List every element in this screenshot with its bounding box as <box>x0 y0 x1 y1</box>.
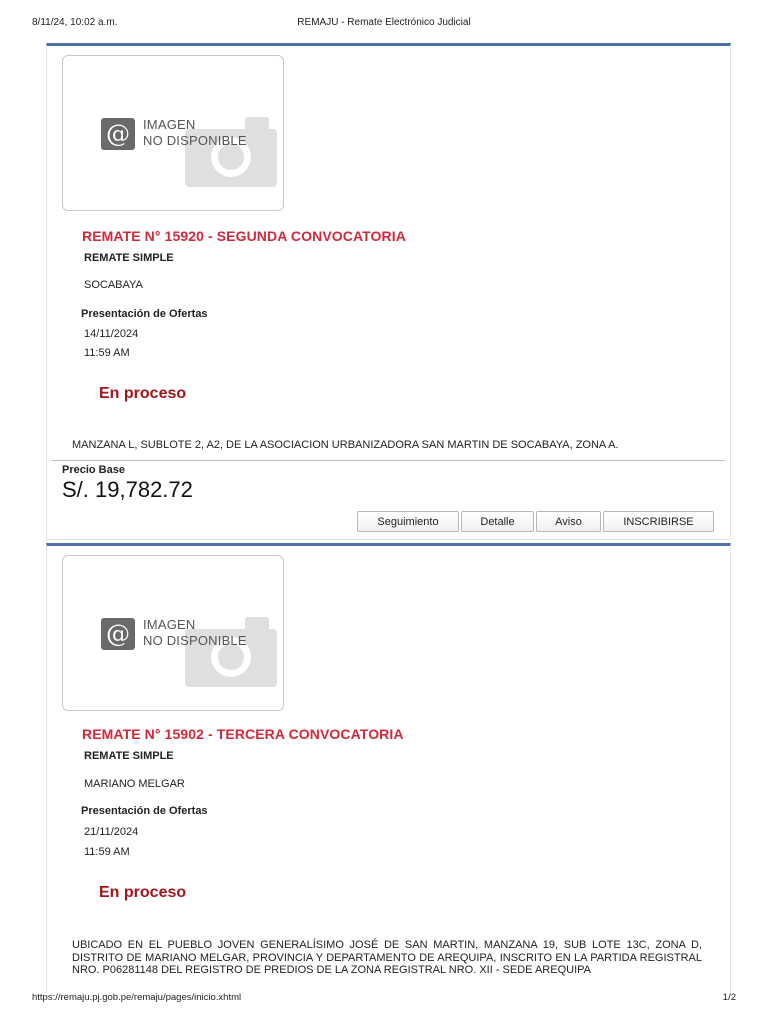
auction-thumbnail[interactable] <box>62 555 284 711</box>
property-description: UBICADO EN EL PUEBLO JOVEN GENERALÍSIMO JOSÉ DE SAN MARTIN, MANZANA 19, SUB LOTE 13C, ZONA D, DISTRITO DE MARIANO MELGAR, PROVINCIA Y DEPARTAMENTO DE AREQUIPA, INSCRITO EN LA PARTIDA REGISTRAL NRO. P06281148 DEL REGISTRO DE PREDIOS DE LA ZONA REGISTRAL NRO. XII - SEDE AREQUIPA <box>72 939 702 976</box>
auction-card <box>46 43 731 540</box>
offers-date: 21/11/2024 <box>84 826 139 838</box>
image-unavailable-text: IMAGEN NO DISPONIBLE <box>143 117 247 148</box>
image-unavailable-text: IMAGEN NO DISPONIBLE <box>143 617 247 648</box>
offers-date: 14/11/2024 <box>84 328 139 340</box>
auction-type: REMATE SIMPLE <box>84 252 174 264</box>
price-label: Precio Base <box>62 464 125 476</box>
divider <box>52 460 725 461</box>
price-value: S/. 19,782.72 <box>62 477 193 502</box>
auction-location: MARIANO MELGAR <box>84 778 185 790</box>
offers-label: Presentación de Ofertas <box>81 308 208 320</box>
offers-time: 11:59 AM <box>84 846 130 858</box>
page-number: 1/2 <box>722 992 736 1003</box>
auction-location: SOCABAYA <box>84 279 143 291</box>
auction-type: REMATE SIMPLE <box>84 750 174 762</box>
print-url: https://remaju.pj.gob.pe/remaju/pages/inicio.xhtml <box>32 992 242 1003</box>
status-badge: En proceso <box>99 884 187 901</box>
status-badge: En proceso <box>99 385 187 402</box>
offers-label: Presentación de Ofertas <box>81 805 208 817</box>
print-page-title: REMAJU - Remate Electrónico Judicial <box>297 17 471 28</box>
image-unavailable-placeholder <box>101 111 277 187</box>
property-description: MANZANA L, SUBLOTE 2, A2, DE LA ASOCIACION URBANIZADORA SAN MARTIN DE SOCABAYA, ZONA A. <box>72 439 619 451</box>
follow-button[interactable]: Seguimiento <box>357 511 459 532</box>
detail-button[interactable]: Detalle <box>461 511 534 532</box>
auction-title[interactable]: REMATE N° 15920 - SEGUNDA CONVOCATORIA <box>82 228 406 244</box>
image-unavailable-placeholder <box>101 611 277 687</box>
notice-button[interactable]: Aviso <box>536 511 601 532</box>
print-footer <box>32 992 736 1006</box>
at-icon: @ <box>101 118 135 150</box>
auction-card <box>46 543 731 993</box>
auction-title[interactable]: REMATE N° 15902 - TERCERA CONVOCATORIA <box>82 726 404 742</box>
action-buttons <box>357 511 714 532</box>
at-icon: @ <box>101 618 135 650</box>
offers-time: 11:59 AM <box>84 347 130 359</box>
auction-thumbnail[interactable] <box>62 55 284 211</box>
register-button[interactable]: INSCRIBIRSE <box>603 511 714 532</box>
print-date: 8/11/24, 10:02 a.m. <box>32 17 118 28</box>
print-header <box>32 17 736 31</box>
